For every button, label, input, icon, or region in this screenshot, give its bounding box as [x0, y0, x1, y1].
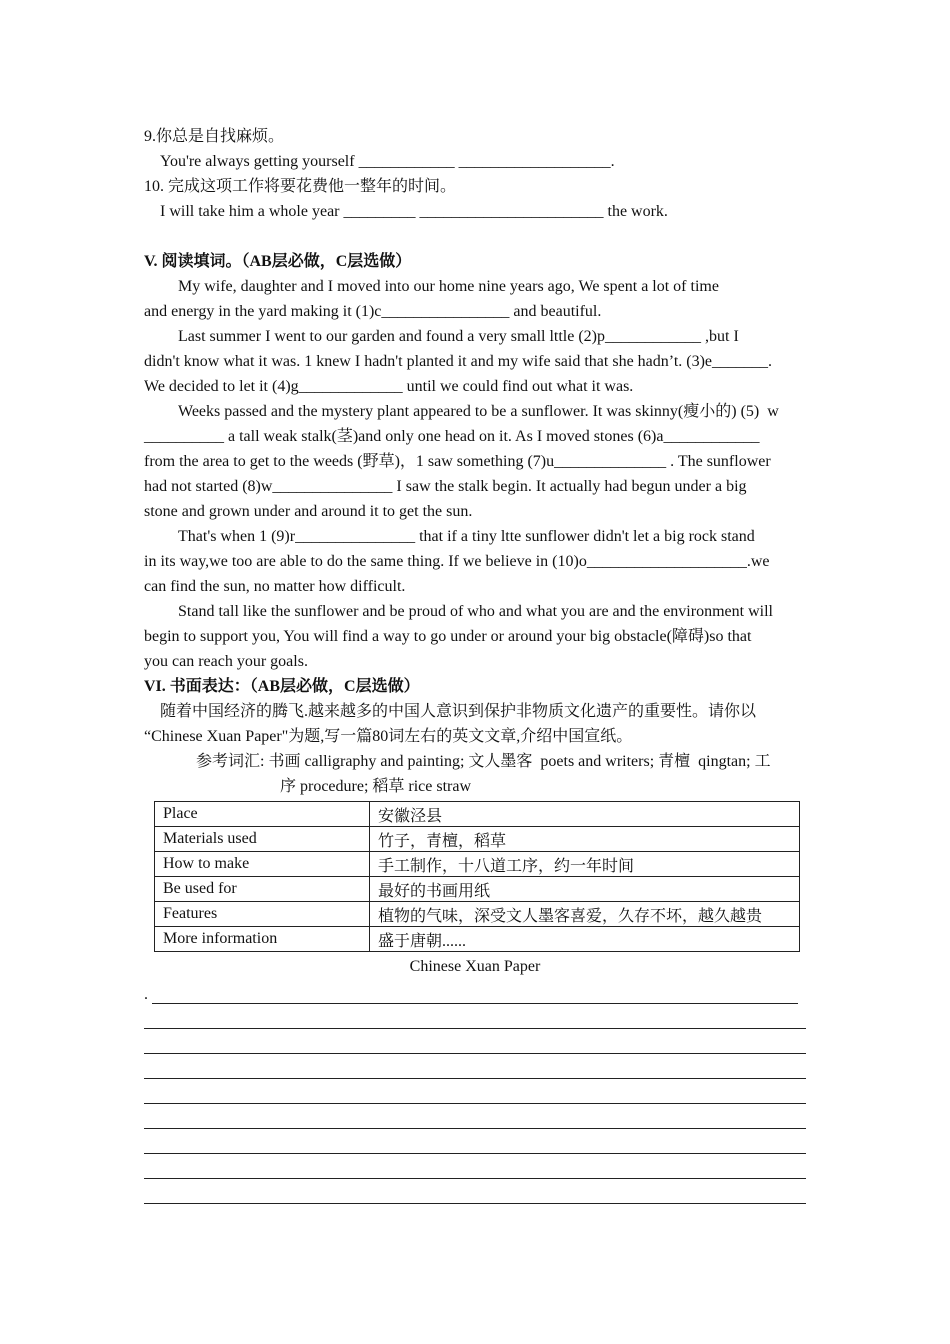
q9-english: You're always getting yourself ____________ ___________________. [160, 153, 615, 170]
passage-line: had not started (8)w_______________ I saw the stalk begin. It actually had begun under a big [144, 478, 747, 495]
table-key: Features [155, 902, 370, 927]
writing-line[interactable] [144, 1104, 806, 1129]
writing-prompt: 随着中国经济的腾飞.越来越多的中国人意识到保护非物质文化遗产的重要性。请你以 [160, 703, 757, 720]
underline [152, 989, 798, 1004]
reading-passage [144, 274, 806, 674]
passage-line: My wife, daughter and I moved into our home nine years ago, We spent a lot of time [178, 278, 719, 295]
section6-heading: VI. 书面表达：（AB层必做，C层选做） [144, 678, 420, 695]
table-row [155, 802, 800, 827]
table-row [155, 902, 800, 927]
section5-heading: V. 阅读填词。（AB层必做，C层选做） [144, 253, 412, 270]
table-row [155, 852, 800, 877]
writing-line[interactable] [144, 1079, 806, 1104]
passage-line: We decided to let it (4)g_____________ until we could find out what it was. [144, 378, 634, 395]
writing-line[interactable] [144, 1029, 806, 1054]
essay-title: Chinese Xuan Paper [409, 958, 541, 975]
table-key: Place [155, 802, 370, 827]
passage-line: Weeks passed and the mystery plant appeared to be a sunflower. It was skinny(瘦小的) (5) w [178, 403, 779, 420]
table-key: Be used for [155, 877, 370, 902]
passage-line: you can reach your goals. [144, 653, 308, 670]
writing-line[interactable] [144, 1179, 806, 1204]
q10-chinese: 10. 完成这项工作将要花费他一整年的时间。 [144, 178, 457, 195]
reference-vocabulary: 序 procedure; 稻草 rice straw [280, 778, 472, 795]
table-key: Materials used [155, 827, 370, 852]
passage-line: __________ a tall weak stalk(茎)and only one head on it. As I moved stones (6)a____________ [144, 428, 760, 445]
table-value: 竹子，青檀，稻草 [370, 827, 800, 852]
info-table [154, 801, 800, 952]
writing-line[interactable] [144, 1154, 806, 1179]
table-key: How to make [155, 852, 370, 877]
table-value: 最好的书画用纸 [370, 877, 800, 902]
table-row [155, 877, 800, 902]
writing-line[interactable] [144, 979, 806, 1004]
passage-line: didn't know what it was. 1 knew I hadn't planted it and my wife said that she hadn’t. (3)e_______. [144, 353, 773, 370]
q10-english: I will take him a whole year _________ _______________________ the work. [160, 203, 668, 220]
q9-chinese: 9.你总是自找麻烦。 [144, 128, 285, 145]
reference-vocabulary: 参考词汇: 书画 calligraphy and painting; 文人墨客 poets and writers; 青檀 qingtan; 工 [196, 753, 771, 770]
table-value: 安徽泾县 [370, 802, 800, 827]
passage-line: stone and grown under and around it to get the sun. [144, 503, 473, 520]
spacer [144, 224, 806, 249]
table-key: More information [155, 927, 370, 952]
writing-line[interactable] [144, 1004, 806, 1029]
passage-line: Last summer I went to our garden and found a very small lttle (2)p____________ ,but I [178, 328, 739, 345]
table-value: 手工制作，十八道工序，约一年时间 [370, 852, 800, 877]
table-value: 植物的气味，深受文人墨客喜爱，久存不坏，越久越贵 [370, 902, 800, 927]
table-row [155, 827, 800, 852]
passage-line: and energy in the yard making it (1)c________________ and beautiful. [144, 303, 602, 320]
passage-line: That's when 1 (9)r_______________ that if a tiny ltte sunflower didn't let a big rock stand [178, 528, 755, 545]
table-row [155, 927, 800, 952]
table-value: 盛于唐朝...... [370, 927, 800, 952]
writing-line[interactable] [144, 1054, 806, 1079]
writing-line[interactable] [144, 1129, 806, 1154]
passage-line: Stand tall like the sunflower and be proud of who and what you are and the environment will [178, 603, 773, 620]
line-prefix: . [144, 986, 148, 1003]
passage-line: can find the sun, no matter how difficult. [144, 578, 406, 595]
writing-prompt: “Chinese Xuan Paper"为题,写一篇80词左右的英文文章,介绍中国宣纸。 [144, 728, 633, 745]
passage-line: begin to support you, You will find a way to go under or around your big obstacle(障碍)so that [144, 628, 752, 645]
passage-line: from the area to get to the weeds (野草)，1 saw something (7)u______________ . The sunflower [144, 453, 771, 470]
worksheet-page [144, 124, 806, 1204]
passage-line: in its way,we too are able to do the same thing. If we believe in (10)o____________________.we [144, 553, 770, 570]
